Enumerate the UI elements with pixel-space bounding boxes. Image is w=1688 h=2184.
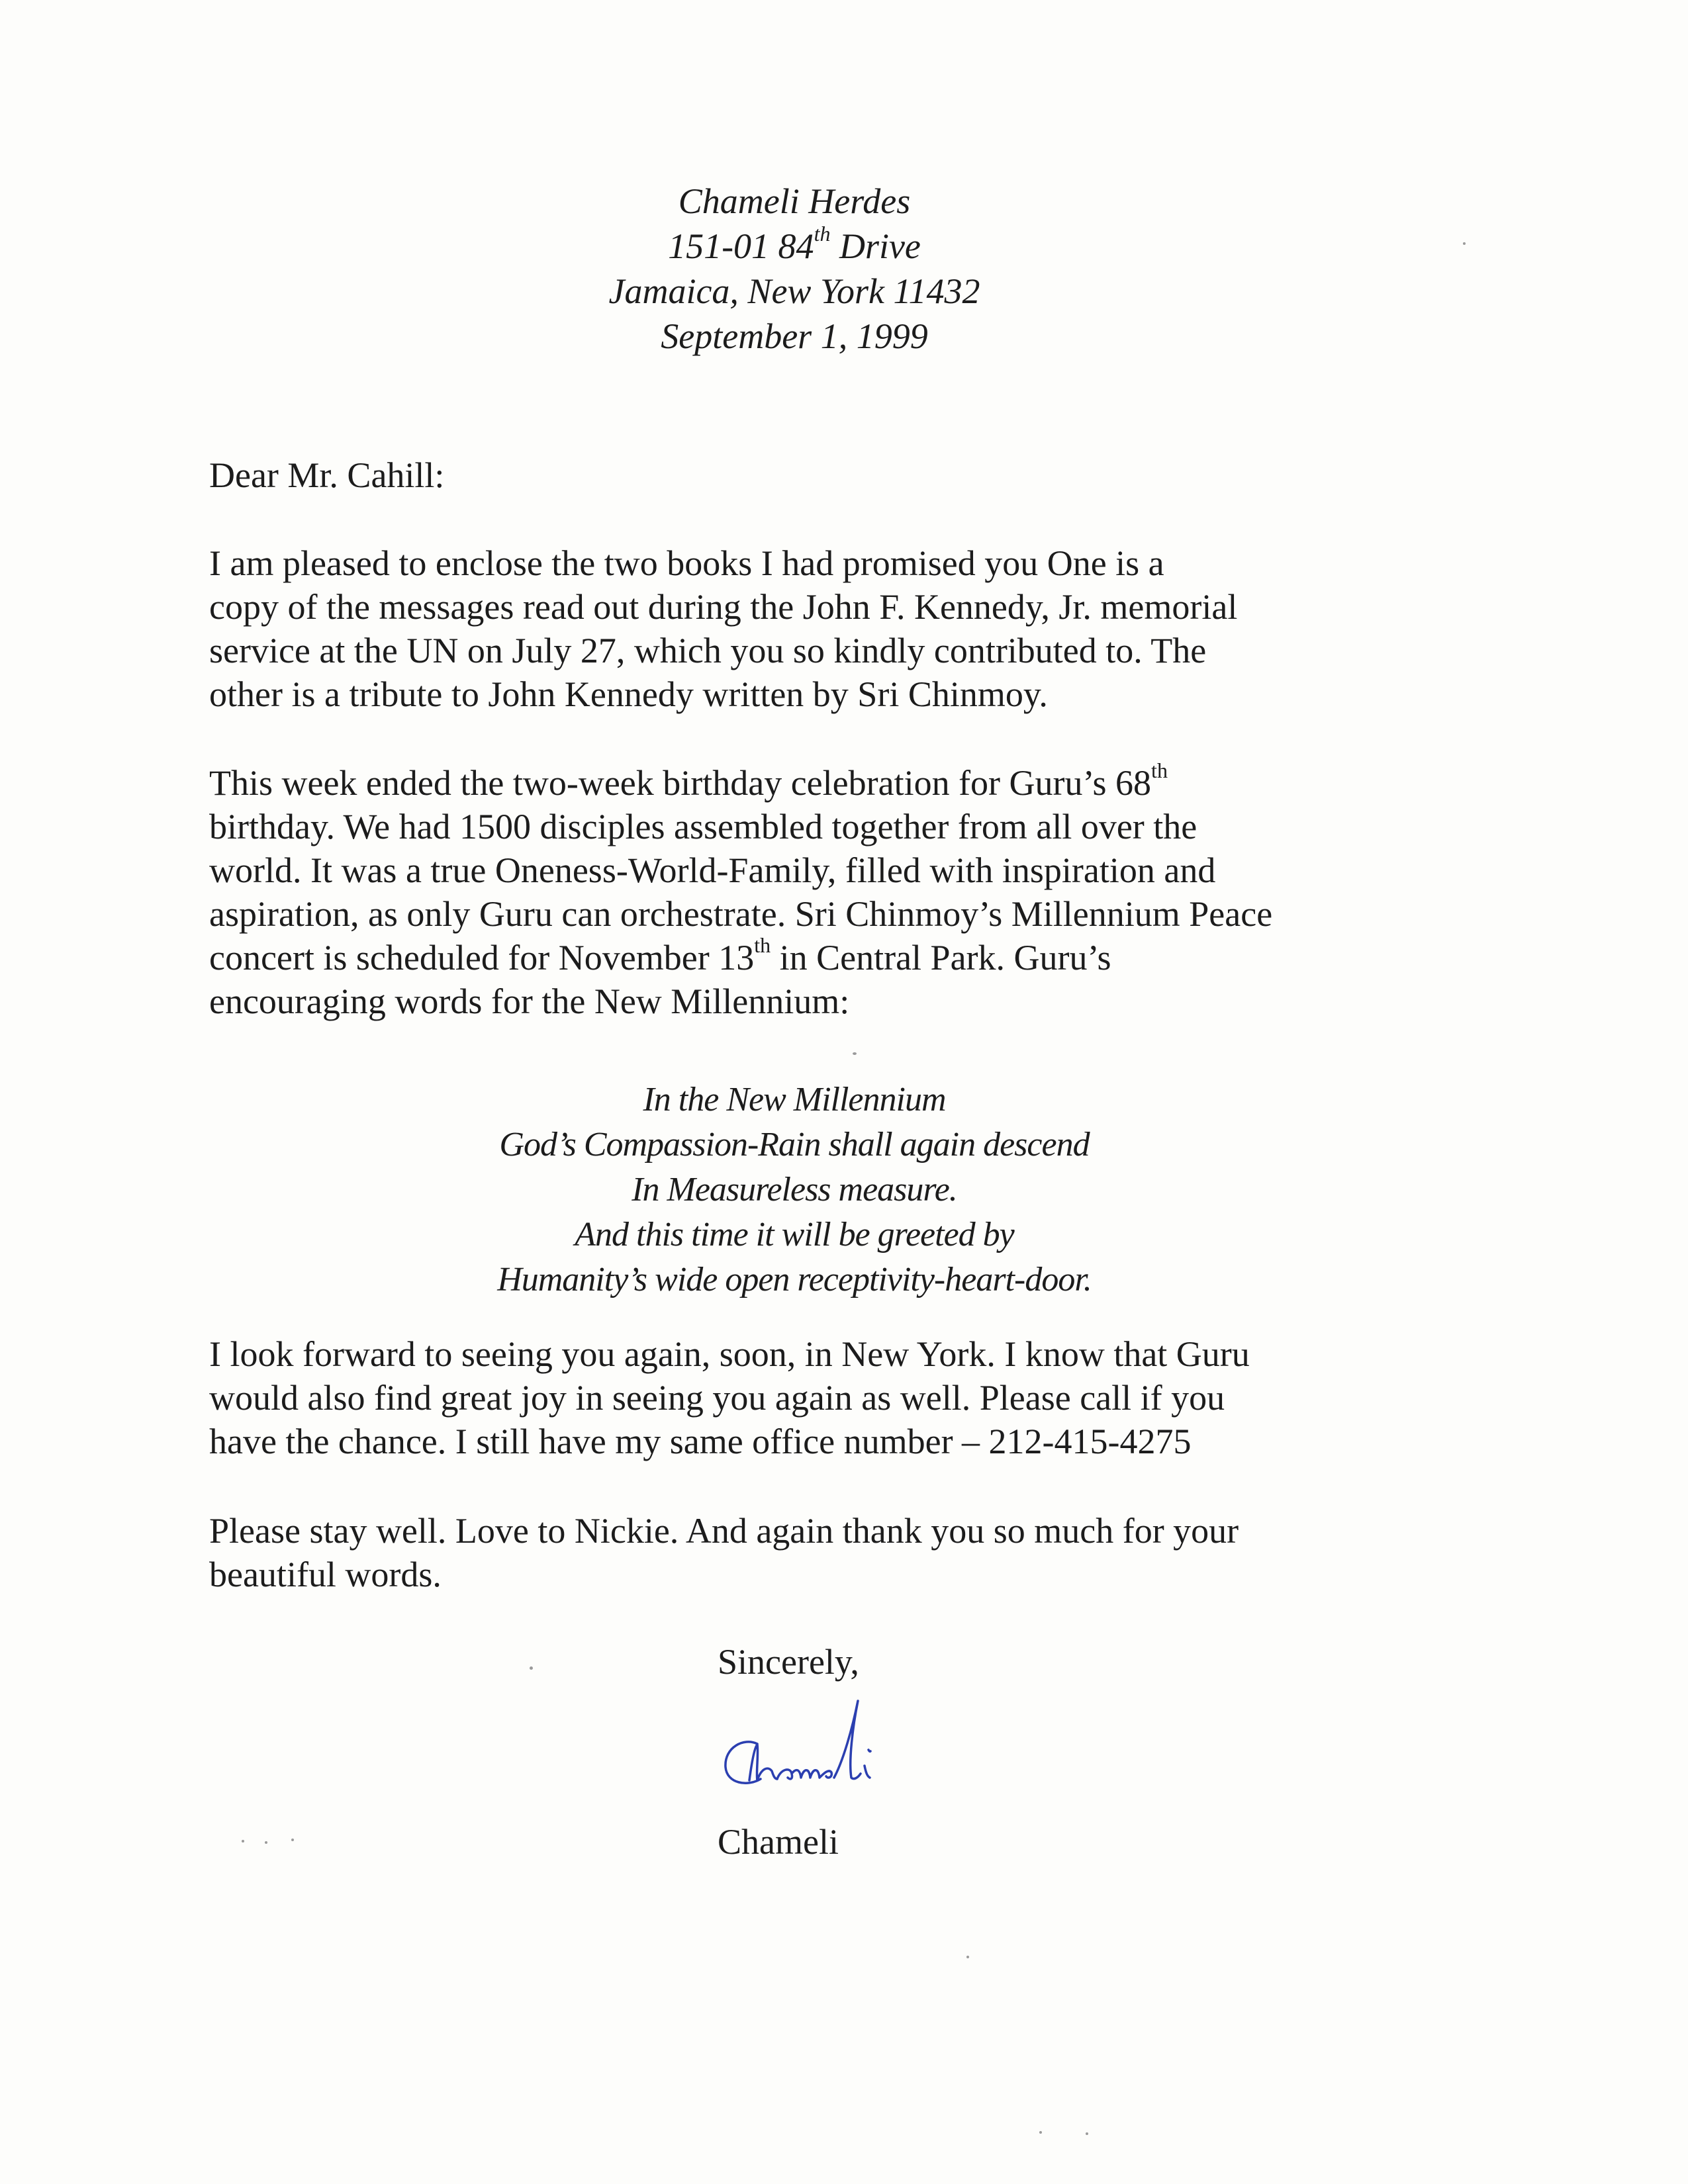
scan-speck [265,1841,267,1844]
line-text: in Central Park. Guru’s [771,938,1111,978]
scan-speck [1463,242,1466,245]
quoted-poem [0,1077,1589,1302]
paragraph-line: aspiration, as only Guru can orchestrate. Sri Chinmoy’s Millennium Peace [209,894,1273,934]
letter-date: September 1, 1999 [661,316,928,356]
paragraph-line: birthday. We had 1500 disciples assembled together from all over the [209,807,1197,846]
paragraph-line: other is a tribute to John Kennedy written by Sri Chinmoy. [209,674,1048,714]
scan-speck [1039,2131,1042,2134]
scan-speck [1086,2132,1088,2135]
street-number: 151-01 84 [668,226,814,266]
paragraph-line: Please stay well. Love to Nickie. And again thank you so much for your [209,1511,1239,1551]
paragraph-celebration [209,758,1421,1023]
salutation-text: Dear Mr. Cahill: [209,455,445,495]
sender-name: Chameli Herdes [678,181,911,221]
paragraph-line [209,933,1421,979]
signer-name: Chameli [718,1822,839,1862]
sender-street [0,224,1589,269]
salutation [209,453,1421,497]
poem-line: And this time it will be greeted by [575,1216,1014,1253]
paragraph-books [209,541,1421,716]
paragraph-line: would also find great joy in seeing you again as well. Please call if you [209,1378,1225,1418]
scan-speck [242,1840,244,1843]
line-text: This week ended the two-week birthday celebration for Guru’s 68 [209,763,1152,803]
paragraph-line: have the chance. I still have my same office number – 212-415-4275 [209,1422,1192,1461]
ordinal-suffix: th [1151,758,1168,782]
line-text: concert is scheduled for November 13 [209,938,755,978]
scan-speck [291,1839,294,1841]
closing: Sincerely, [718,1642,859,1682]
ordinal-suffix: th [754,933,771,957]
street-ordinal: th [814,222,831,246]
sender-city: Jamaica, New York 11432 [608,271,980,311]
paragraph-line: I am pleased to enclose the two books I had promised you One is a [209,543,1164,583]
scan-speck [530,1666,533,1670]
paragraph-line [209,758,1421,805]
street-name: Drive [830,226,921,266]
handwritten-signature [711,1681,949,1800]
scan-speck [966,1956,969,1958]
scan-speck [853,1052,857,1055]
poem-line: In the New Millennium [643,1081,946,1118]
poem-line: God’s Compassion-Rain shall again descend [499,1126,1090,1163]
paragraph-line: copy of the messages read out during the John F. Kennedy, Jr. memorial [209,587,1238,627]
paragraph-visit [209,1332,1421,1463]
paragraph-line: beautiful words. [209,1555,442,1594]
letterhead [0,179,1589,359]
poem-line: Humanity’s wide open receptivity-heart-door. [497,1261,1092,1298]
paragraph-farewell [209,1509,1421,1596]
paragraph-line: I look forward to seeing you again, soon, in New York. I know that Guru [209,1334,1250,1374]
poem-line: In Measureless measure. [632,1171,957,1208]
paragraph-line: service at the UN on July 27, which you so kindly contributed to. The [209,631,1207,670]
paragraph-line: world. It was a true Oneness-World-Family, filled with inspiration and [209,850,1216,890]
paragraph-line: encouraging words for the New Millennium: [209,981,850,1021]
